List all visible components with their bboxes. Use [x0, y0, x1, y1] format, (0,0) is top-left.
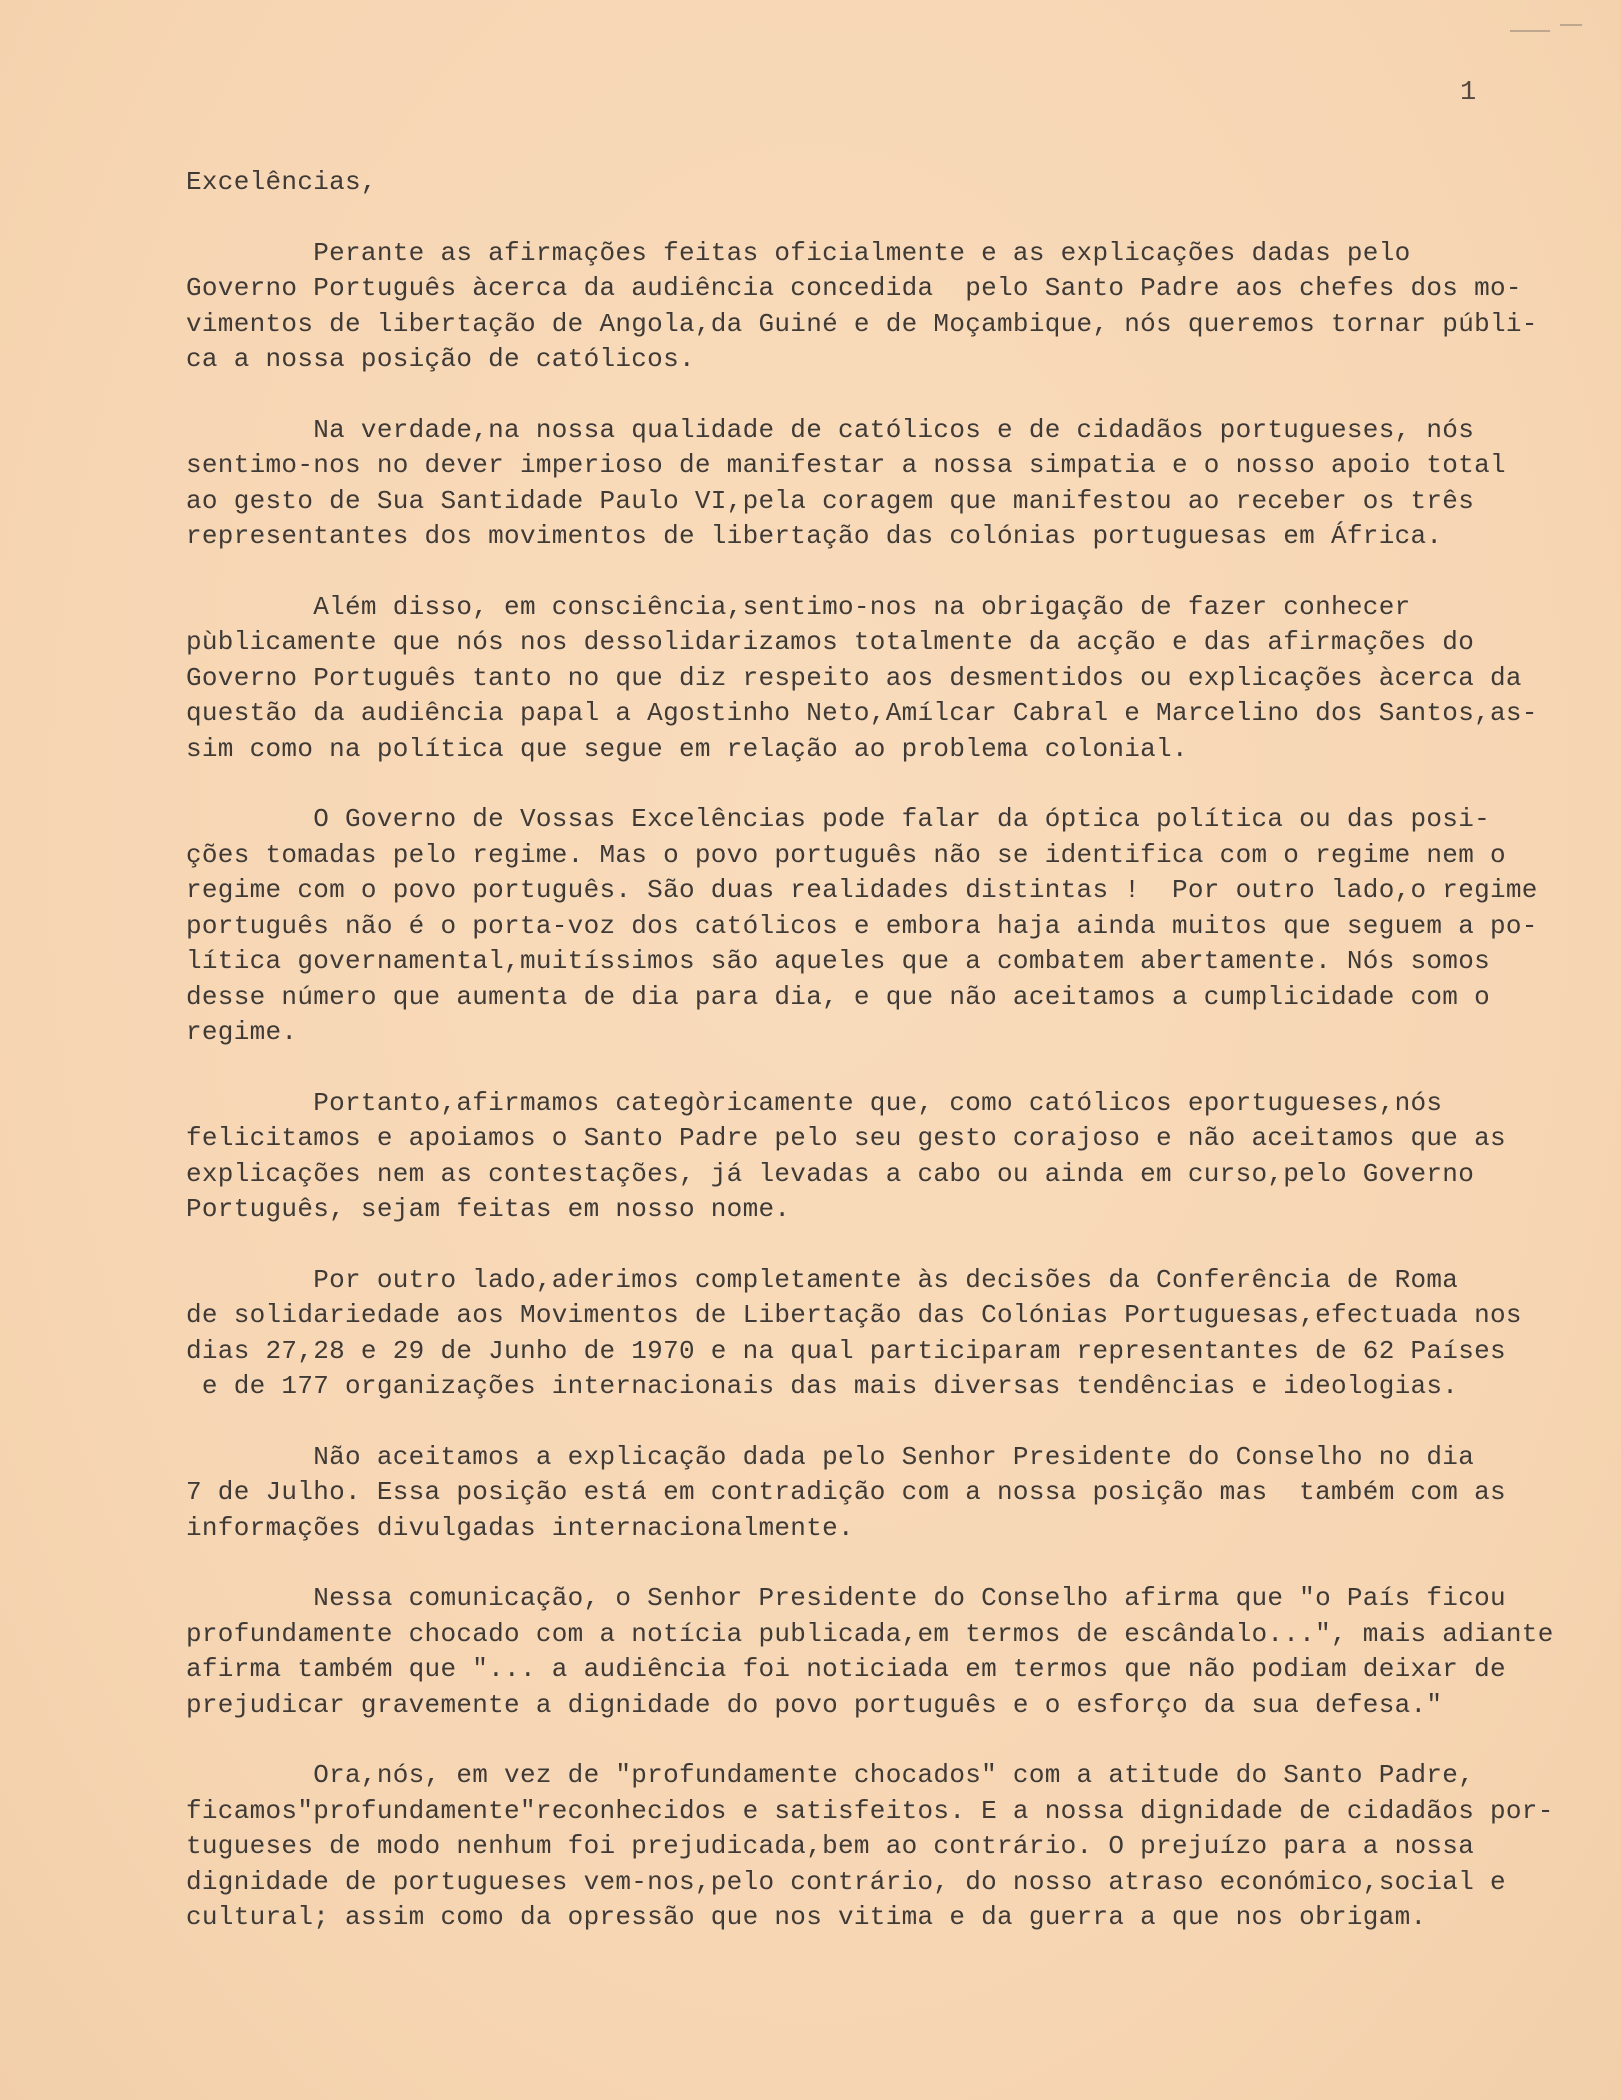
text-line: Nessa comunicação, o Senhor Presidente do Conselho afirma que "o País ficou	[186, 1583, 1506, 1613]
text-line: Governo Português àcerca da audiência concedida pelo Santo Padre aos chefes dos mo-	[186, 273, 1522, 303]
text-line: Governo Português tanto no que diz respeito aos desmentidos ou explicações àcerca da	[186, 662, 1522, 693]
text-line: ficamos"profundamente"reconhecidos e satisfeitos. E a nossa dignidade de cidadãos por-	[186, 1795, 1554, 1826]
text-line: cultural; assim como da opressão que nos vitima e da guerra a que nos obrigam.	[186, 1902, 1427, 1932]
text-line: prejudicar gravemente a dignidade do povo português e o esforço da sua defesa."	[186, 1689, 1443, 1720]
text-line: ao gesto de Sua Santidade Paulo VI,pela coragem que manifestou ao receber os três	[186, 485, 1475, 516]
text-line: Além disso, em consciência,sentimo-nos na obrigação de fazer conhecer	[186, 591, 1411, 622]
salutation: Excelências,	[186, 167, 377, 197]
text-line: desse número que aumenta de dia para dia, e que não aceitamos a cumplicidade com o	[186, 981, 1491, 1012]
text-line: português não é o porta-voz dos católicos e embora haja ainda muitos que seguem a po-	[186, 910, 1538, 941]
text-line: informações divulgadas internacionalmente.	[186, 1512, 854, 1543]
paragraph	[186, 413, 1556, 555]
text-line: tugueses de modo nenhum foi prejudicada,bem ao contrário. O prejuízo para a nossa	[186, 1831, 1475, 1861]
page-number: 1	[1460, 78, 1477, 108]
text-line: pùblicamente que nós nos dessolidarizamos totalmente da acção e das afirmações do	[186, 627, 1475, 657]
text-line: Português, sejam feitas em nosso nome.	[186, 1194, 791, 1224]
paragraph	[186, 1440, 1556, 1547]
text-line: ções tomadas pelo regime. Mas o povo português não se identifica com o regime nem o	[186, 839, 1506, 870]
paragraphs-container	[186, 236, 1556, 1936]
text-line: vimentos de libertação de Angola,da Guiné e de Moçambique, nós queremos tornar públi-	[186, 308, 1538, 339]
text-line: Perante as afirmações feitas oficialmente e as explicações dadas pelo	[186, 237, 1411, 268]
paragraph	[186, 1263, 1556, 1405]
text-line: Não aceitamos a explicação dada pelo Senhor Presidente do Conselho no dia	[186, 1441, 1475, 1472]
text-line: dias 27,28 e 29 de Junho de 1970 e na qual participaram representantes de 62 Países	[186, 1335, 1506, 1366]
scan-mark	[1560, 24, 1582, 26]
text-line: Ora,nós, em vez de "profundamente chocados" com a atitude do Santo Padre,	[186, 1760, 1475, 1790]
text-line: regime.	[186, 1017, 298, 1047]
text-line: felicitamos e apoiamos o Santo Padre pelo seu gesto corajoso e não aceitamos que as	[186, 1123, 1506, 1153]
letter-body	[186, 165, 1556, 1971]
paragraph	[186, 1086, 1556, 1228]
text-line: sentimo-nos no dever imperioso de manifestar a nossa simpatia e o nosso apoio total	[186, 450, 1506, 480]
text-line: regime com o povo português. São duas realidades distintas ! Por outro lado,o regime	[186, 875, 1538, 905]
paragraph	[186, 236, 1556, 378]
scan-mark	[1510, 30, 1550, 32]
text-line: dignidade de portugueses vem-nos,pelo contrário, do nosso atraso económico,social e	[186, 1866, 1506, 1897]
paragraph	[186, 802, 1556, 1051]
text-line: e de 177 organizações internacionais das mais diversas tendências e ideologias.	[186, 1371, 1459, 1401]
text-line: afirma também que "... a audiência foi noticiada em termos que não podiam deixar de	[186, 1654, 1506, 1684]
text-line: lítica governamental,muitíssimos são aqueles que a combatem abertamente. Nós somos	[186, 946, 1491, 976]
text-line: explicações nem as contestações, já levadas a cabo ou ainda em curso,pelo Governo	[186, 1158, 1475, 1189]
text-line: questão da audiência papal a Agostinho Neto,Amílcar Cabral e Marcelino dos Santos,as-	[186, 698, 1538, 728]
text-line: Na verdade,na nossa qualidade de católicos e de cidadãos portugueses, nós	[186, 414, 1475, 445]
paragraph	[186, 590, 1556, 768]
text-line: Portanto,afirmamos categòricamente que, como católicos eportugueses,nós	[186, 1087, 1443, 1118]
text-line: profundamente chocado com a notícia publicada,em termos de escândalo...", mais adiante	[186, 1618, 1554, 1649]
paragraph	[186, 1581, 1556, 1723]
text-line: 7 de Julho. Essa posição está em contradição com a nossa posição mas também com as	[186, 1477, 1506, 1507]
text-line: representantes dos movimentos de libertação das colónias portuguesas em África.	[186, 521, 1443, 551]
text-line: ca a nossa posição de católicos.	[186, 344, 695, 374]
text-line: sim como na política que segue em relação ao problema colonial.	[186, 733, 1188, 764]
text-line: Por outro lado,aderimos completamente às decisões da Conferência de Roma	[186, 1264, 1459, 1295]
text-line: de solidariedade aos Movimentos de Libertação das Colónias Portuguesas,efectuada nos	[186, 1300, 1522, 1330]
text-line: O Governo de Vossas Excelências pode falar da óptica política ou das posi-	[186, 804, 1491, 834]
paragraph	[186, 1758, 1556, 1936]
